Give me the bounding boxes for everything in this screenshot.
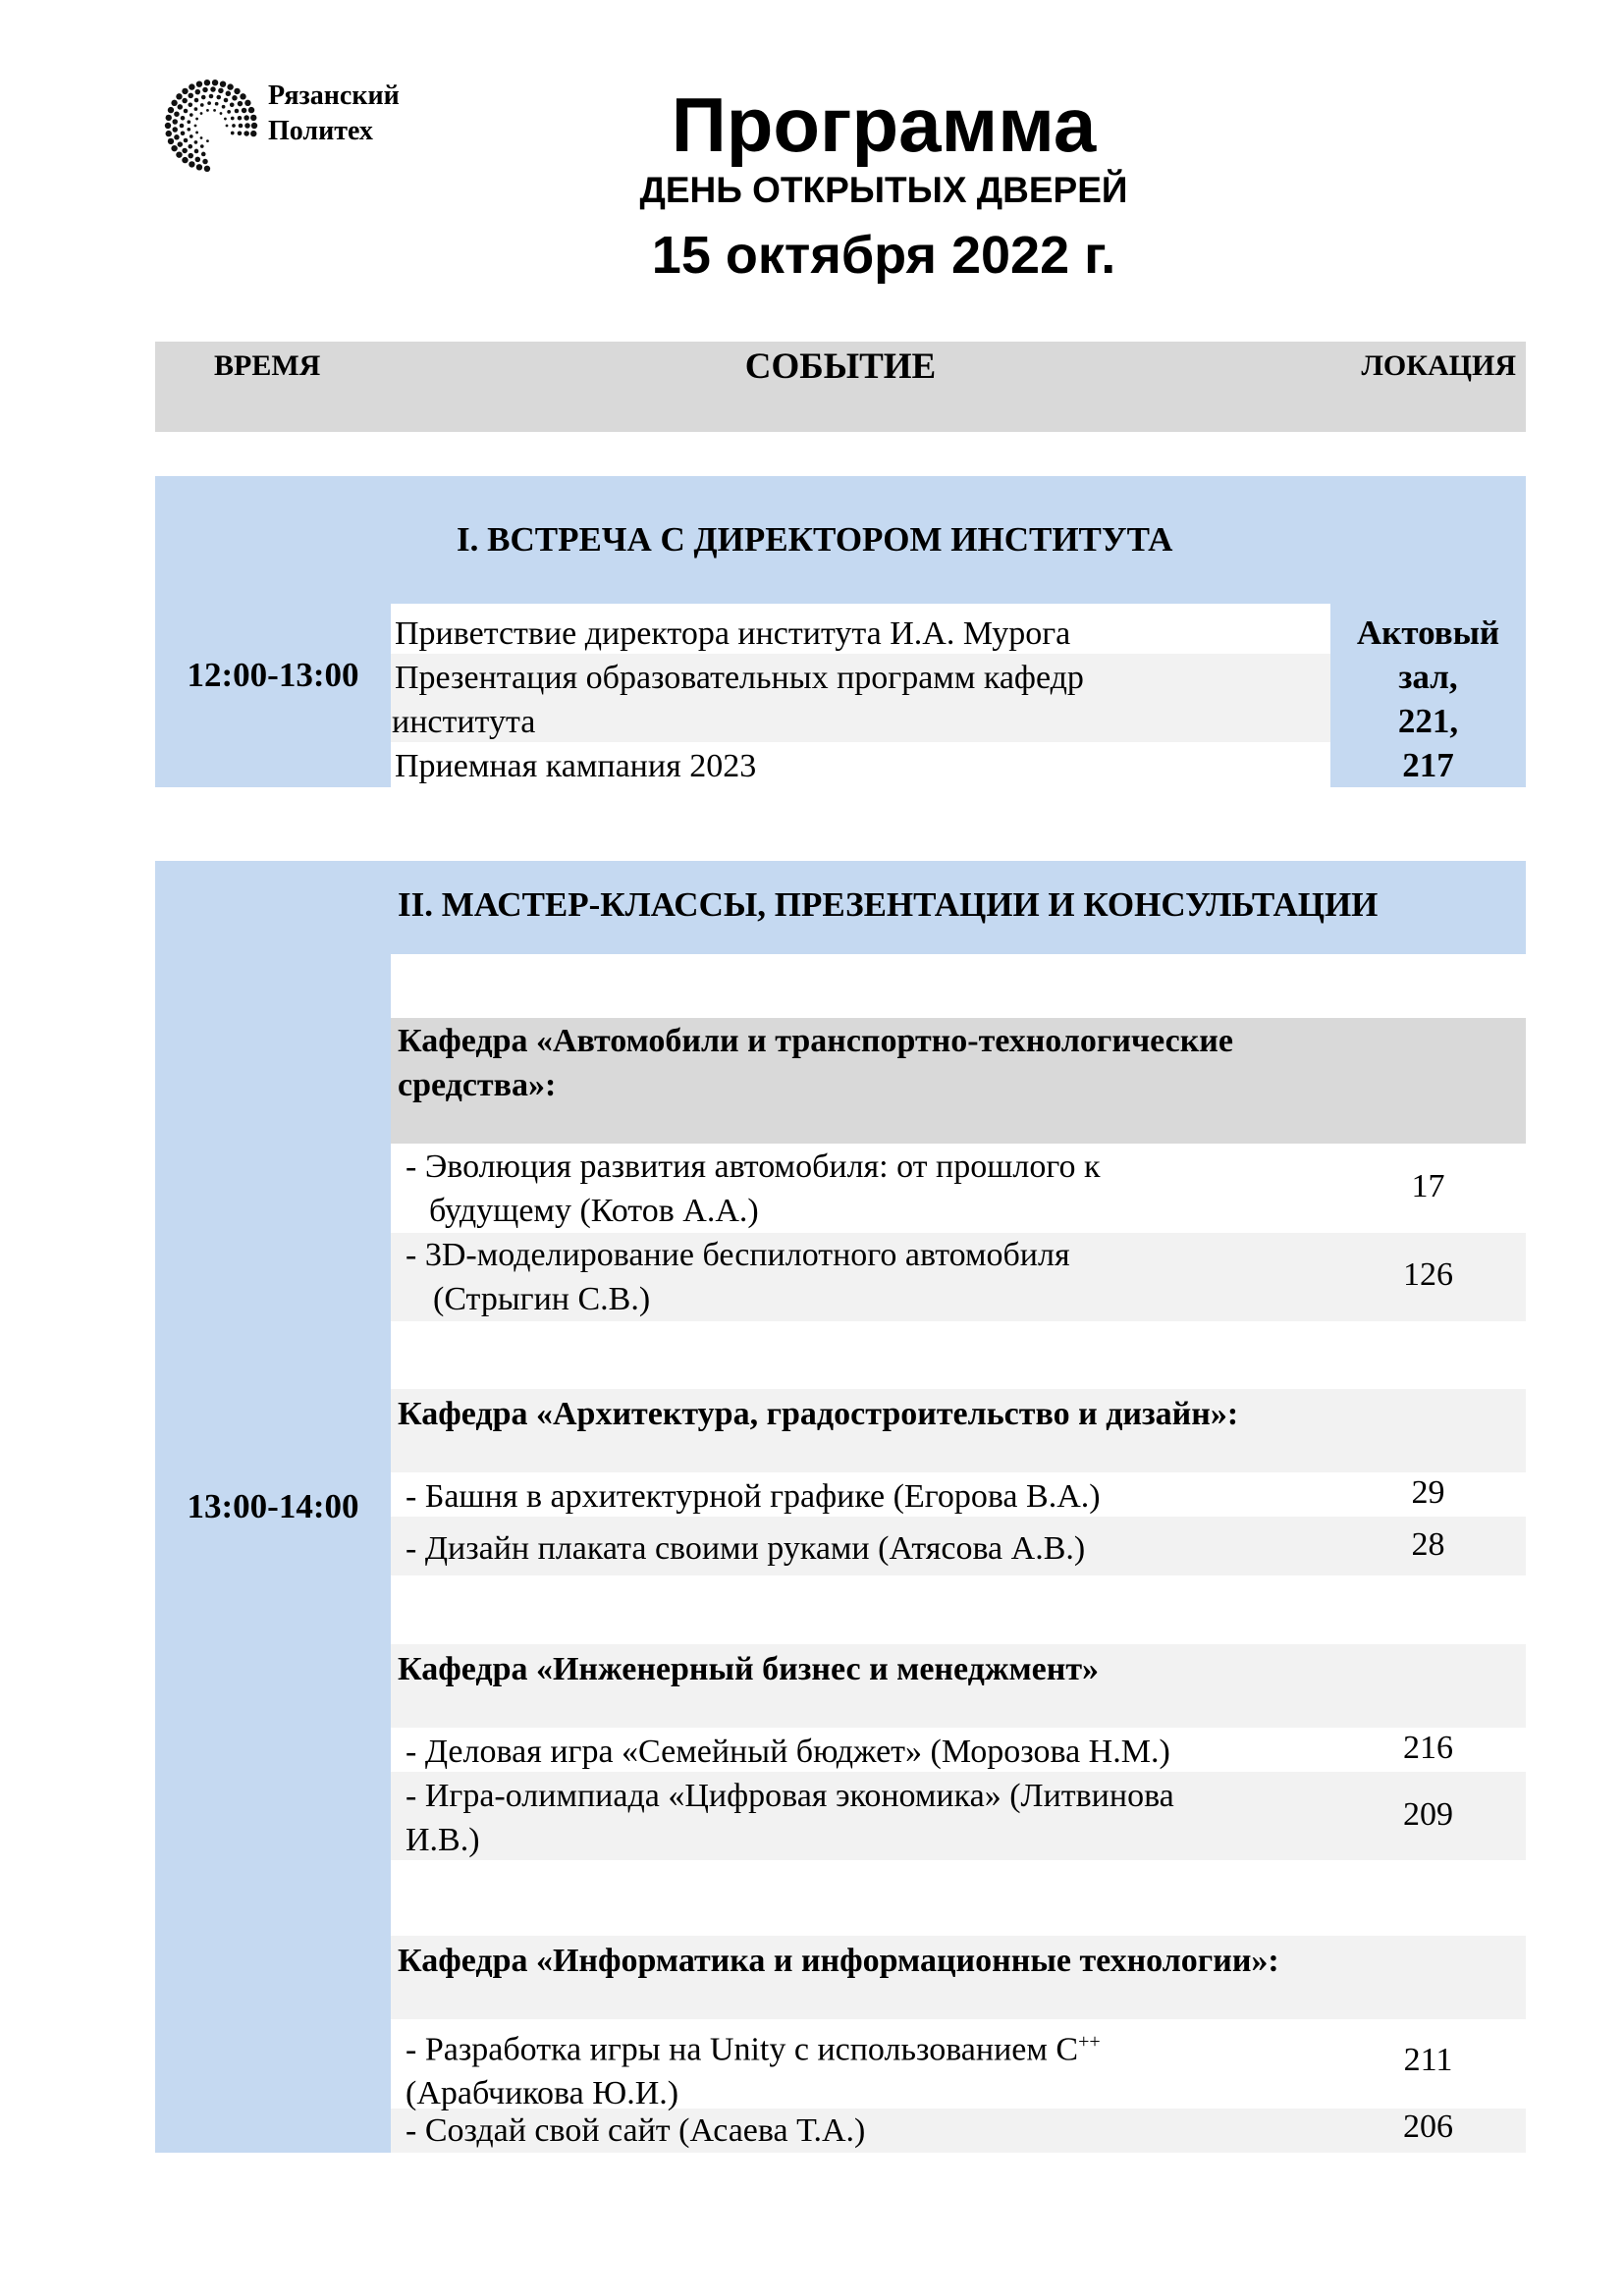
location-value: 126 — [1403, 1256, 1453, 1293]
item-line: - Эволюция развития автомобиля: от прошлого к — [406, 1148, 1101, 1185]
list-item — [406, 1145, 1101, 1233]
list-item: - Создай свой сайт (Асаева Т.А.) — [406, 2112, 866, 2149]
location-line: 221, — [1397, 702, 1459, 740]
list-item: Приемная кампания 2023 — [395, 748, 757, 784]
location-value: 206 — [1403, 2109, 1453, 2145]
page-date: 15 октября 2022 г. — [651, 226, 1116, 285]
header-location: ЛОКАЦИЯ — [1361, 349, 1516, 382]
dept-4-title: Кафедра «Информатика и информационные технологии»: — [398, 1943, 1279, 1979]
item-line: - 3D-моделирование беспилотного автомобиля — [406, 1237, 1070, 1273]
dept-title-line: Кафедра «Автомобили и транспортно-технологические — [398, 1023, 1233, 1059]
location-value: 17 — [1411, 1168, 1445, 1204]
header-time: ВРЕМЯ — [214, 349, 321, 382]
item-line: - Игра-олимпиада «Цифровая экономика» (Литвинова — [406, 1778, 1174, 1814]
dotted-arc-logo-icon — [162, 77, 260, 175]
location-value: 28 — [1411, 1526, 1445, 1563]
list-item: - Дизайн плаката своими руками (Атясова А.В.) — [406, 1530, 1086, 1567]
page-title: Программа — [671, 81, 1097, 168]
section-1-location — [1330, 611, 1526, 787]
location-line: Актовый — [1356, 614, 1500, 652]
dept-3-title: Кафедра «Инженерный бизнес и менеджмент» — [398, 1651, 1100, 1687]
list-item: - Деловая игра «Семейный бюджет» (Морозова Н.М.) — [406, 1734, 1170, 1770]
dept-2-title: Кафедра «Архитектура, градостроительство и дизайн»: — [398, 1396, 1239, 1432]
list-item — [406, 1233, 1070, 1321]
item-line: будущему (Котов А.А.) — [429, 1193, 759, 1229]
page-subtitle: ДЕНЬ ОТКРЫТЫХ ДВЕРЕЙ — [639, 170, 1128, 210]
list-item: института — [392, 704, 536, 740]
dept-1-title — [398, 1019, 1233, 1107]
logo-line2: Политех — [268, 116, 373, 146]
table-header — [155, 342, 1526, 432]
item-line-text: - Разработка игры на Unity с использованием C — [406, 2031, 1079, 2068]
superscript: ++ — [1078, 2031, 1101, 2053]
item-line: (Арабчикова Ю.И.) — [406, 2075, 679, 2112]
item-line: (Стрыгин С.В.) — [433, 1281, 651, 1317]
location-value: 216 — [1403, 1730, 1453, 1766]
header-event: СОБЫТИЕ — [744, 347, 937, 387]
location-value: 211 — [1403, 2042, 1453, 2078]
section-2-title: II. МАСТЕР-КЛАССЫ, ПРЕЗЕНТАЦИИ И КОНСУЛЬТАЦИИ — [398, 885, 1379, 924]
location-line: 217 — [1402, 746, 1454, 784]
list-item — [406, 1774, 1174, 1862]
location-value: 209 — [1403, 1796, 1453, 1833]
location-line: зал, — [1398, 658, 1458, 696]
section-2-time: 13:00-14:00 — [187, 1487, 359, 1525]
list-item — [406, 2020, 1101, 2115]
logo-line1: Рязанский — [268, 80, 400, 111]
list-item: Приветствие директора института И.А. Мурога — [395, 615, 1071, 652]
dept-title-line: средства»: — [398, 1067, 557, 1103]
section-1-title: I. ВСТРЕЧА С ДИРЕКТОРОМ ИНСТИТУТА — [457, 520, 1173, 559]
item-line: И.В.) — [406, 1822, 480, 1858]
list-item: - Башня в архитектурной графике (Егорова В.А.) — [406, 1478, 1101, 1515]
list-item: Презентация образовательных программ кафедр — [395, 660, 1084, 696]
location-value: 29 — [1411, 1474, 1445, 1511]
item-line — [406, 2020, 1101, 2071]
section-1-time: 12:00-13:00 — [187, 656, 359, 694]
section-1-time-cell — [155, 604, 391, 787]
